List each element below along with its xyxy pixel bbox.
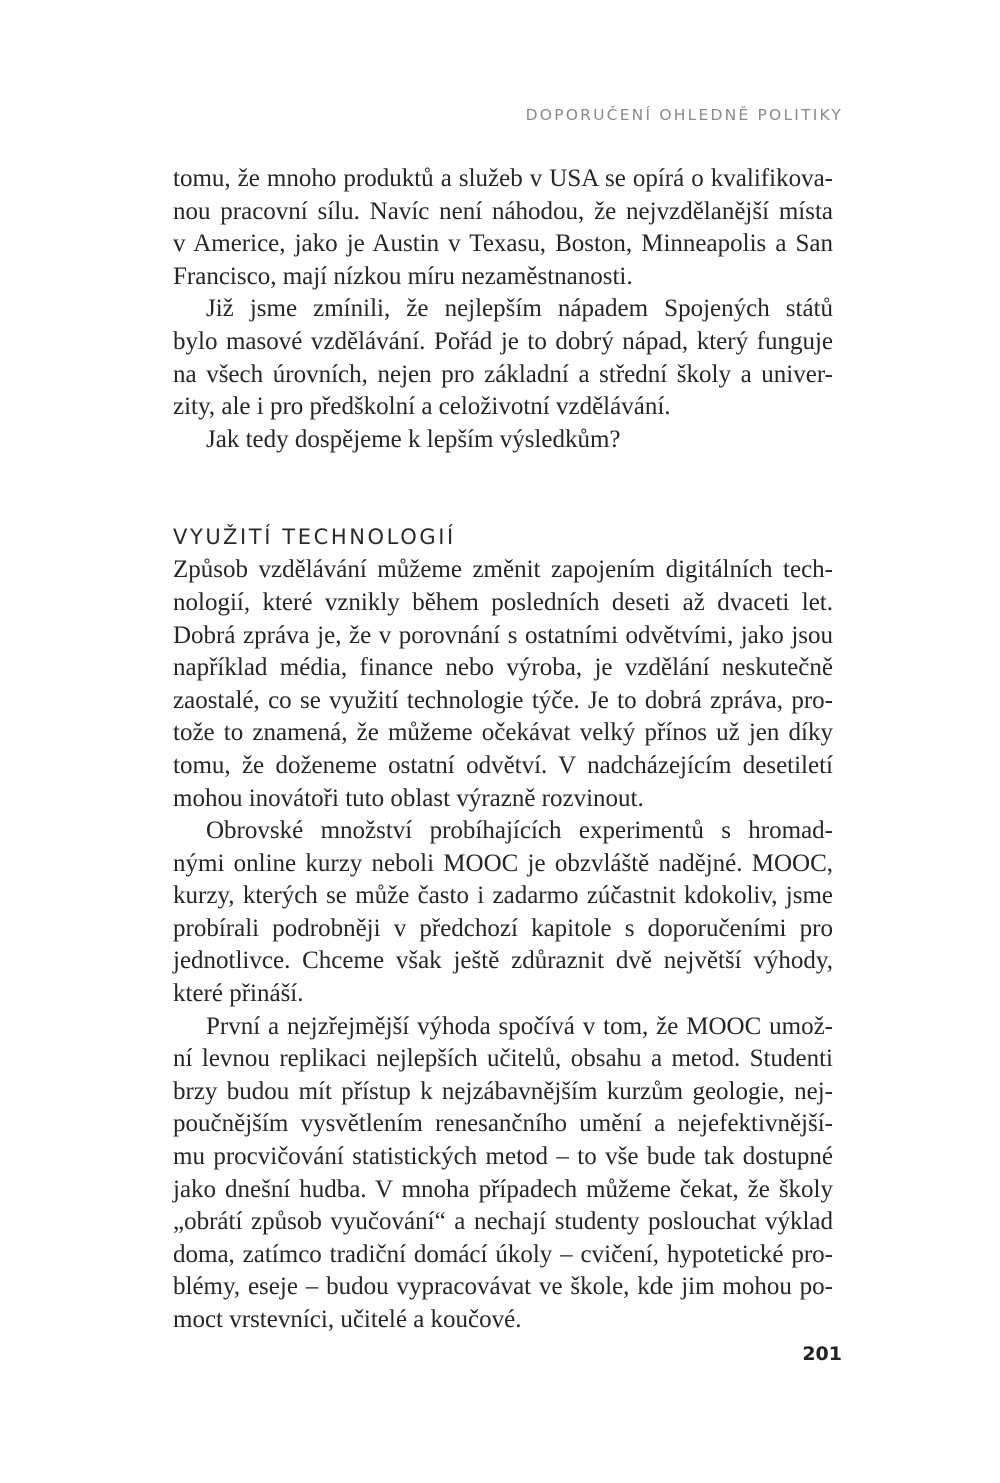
text-line: nými online kurzy neboli MOOC je obzvláště nadějné. MOOC, bbox=[173, 849, 833, 877]
text-line: První a nejzřejmější výhoda spočívá v tom, že MOOC umož- bbox=[206, 1012, 833, 1040]
text-line: Způsob vzdělávání můžeme změnit zapojením digitálních tech- bbox=[173, 556, 833, 584]
text-line: bylo masové vzdělávání. Pořád je to dobrý nápad, který funguje bbox=[173, 327, 833, 355]
text-line: Jak tedy dospějeme k lepším výsledkům? bbox=[206, 425, 621, 453]
text-line: Obrovské množství probíhajících experimentů s hromad- bbox=[206, 817, 833, 845]
text-line: které přináší. bbox=[173, 980, 304, 1008]
text-line: na všech úrovních, nejen pro základní a střední školy a univer- bbox=[173, 360, 833, 388]
text-line: ní levnou replikaci nejlepších učitelů, obsahu a metod. Studenti bbox=[173, 1045, 833, 1073]
text-line: doma, zatímco tradiční domácí úkoly – cvičení, hypotetické pro- bbox=[173, 1240, 833, 1268]
text-line: nologií, které vznikly během posledních deseti až dvaceti let. bbox=[173, 588, 833, 616]
text-line: tomu, že doženeme ostatní odvětví. V nadcházejícím desetiletí bbox=[173, 751, 833, 779]
text-line: zity, ale i pro předškolní a celoživotní vzdělávání. bbox=[173, 393, 671, 421]
text-line: tože to znamená, že můžeme očekávat velký přínos už jen díky bbox=[173, 719, 833, 747]
text-line: Dobrá zpráva je, že v porovnání s ostatními odvětvími, jako jsou bbox=[173, 621, 833, 649]
running-head: DOPORUČENÍ OHLEDNĚ POLITIKY bbox=[525, 106, 843, 124]
text-line: například média, finance nebo výroba, je vzdělání neskutečně bbox=[173, 654, 833, 682]
text-line: Již jsme zmínili, že nejlepším nápadem Spojených států bbox=[206, 295, 833, 323]
text-line: kurzy, kterých se může často i zadarmo zúčastnit kdokoliv, jsme bbox=[173, 882, 833, 910]
text-line: jednotlivce. Chceme však ještě zdůraznit dvě největší výhody, bbox=[173, 947, 833, 975]
text-line: Francisco, mají nízkou míru nezaměstnanosti. bbox=[173, 262, 633, 290]
text-line: brzy budou mít přístup k nejzábavnějším kurzům geologie, nej- bbox=[173, 1077, 833, 1105]
text-line: moct vrstevníci, učitelé a koučové. bbox=[173, 1306, 522, 1333]
text-line: v Americe, jako je Austin v Texasu, Boston, Minneapolis a San bbox=[173, 230, 833, 258]
body-text bbox=[173, 163, 833, 1337]
text-line: tomu, že mnoho produktů a služeb v USA se opírá o kvalifikova- bbox=[173, 165, 833, 192]
section-heading: VYUŽITÍ TECHNOLOGIÍ bbox=[173, 525, 456, 550]
text-line: zaostalé, co se využití technologie týče. Je to dobrá zpráva, pro- bbox=[173, 686, 833, 714]
text-line: mohou inovátoři tuto oblast výrazně rozvinout. bbox=[173, 784, 644, 812]
text-line: blémy, eseje – budou vypracovávat ve škole, kde jim mohou po- bbox=[173, 1273, 833, 1301]
text-line: mu procvičování statistických metod – to vše bude tak dostupné bbox=[173, 1143, 833, 1171]
section-spacer bbox=[173, 456, 833, 520]
text-line: „obrátí způsob vyučování“ a nechají studenty poslouchat výklad bbox=[173, 1208, 833, 1236]
text-line: poučnějším vysvětlením renesančního umění a nejefektivnější- bbox=[173, 1110, 833, 1138]
text-line: probírali podrobněji v předchozí kapitole s doporučeními pro bbox=[173, 914, 833, 942]
text-line: jako dnešní hudba. V mnoha případech můžeme čekat, že školy bbox=[173, 1175, 833, 1203]
page-number: 201 bbox=[802, 1343, 842, 1365]
text-line: nou pracovní sílu. Navíc není náhodou, že nejvzdělanější místa bbox=[173, 197, 833, 225]
